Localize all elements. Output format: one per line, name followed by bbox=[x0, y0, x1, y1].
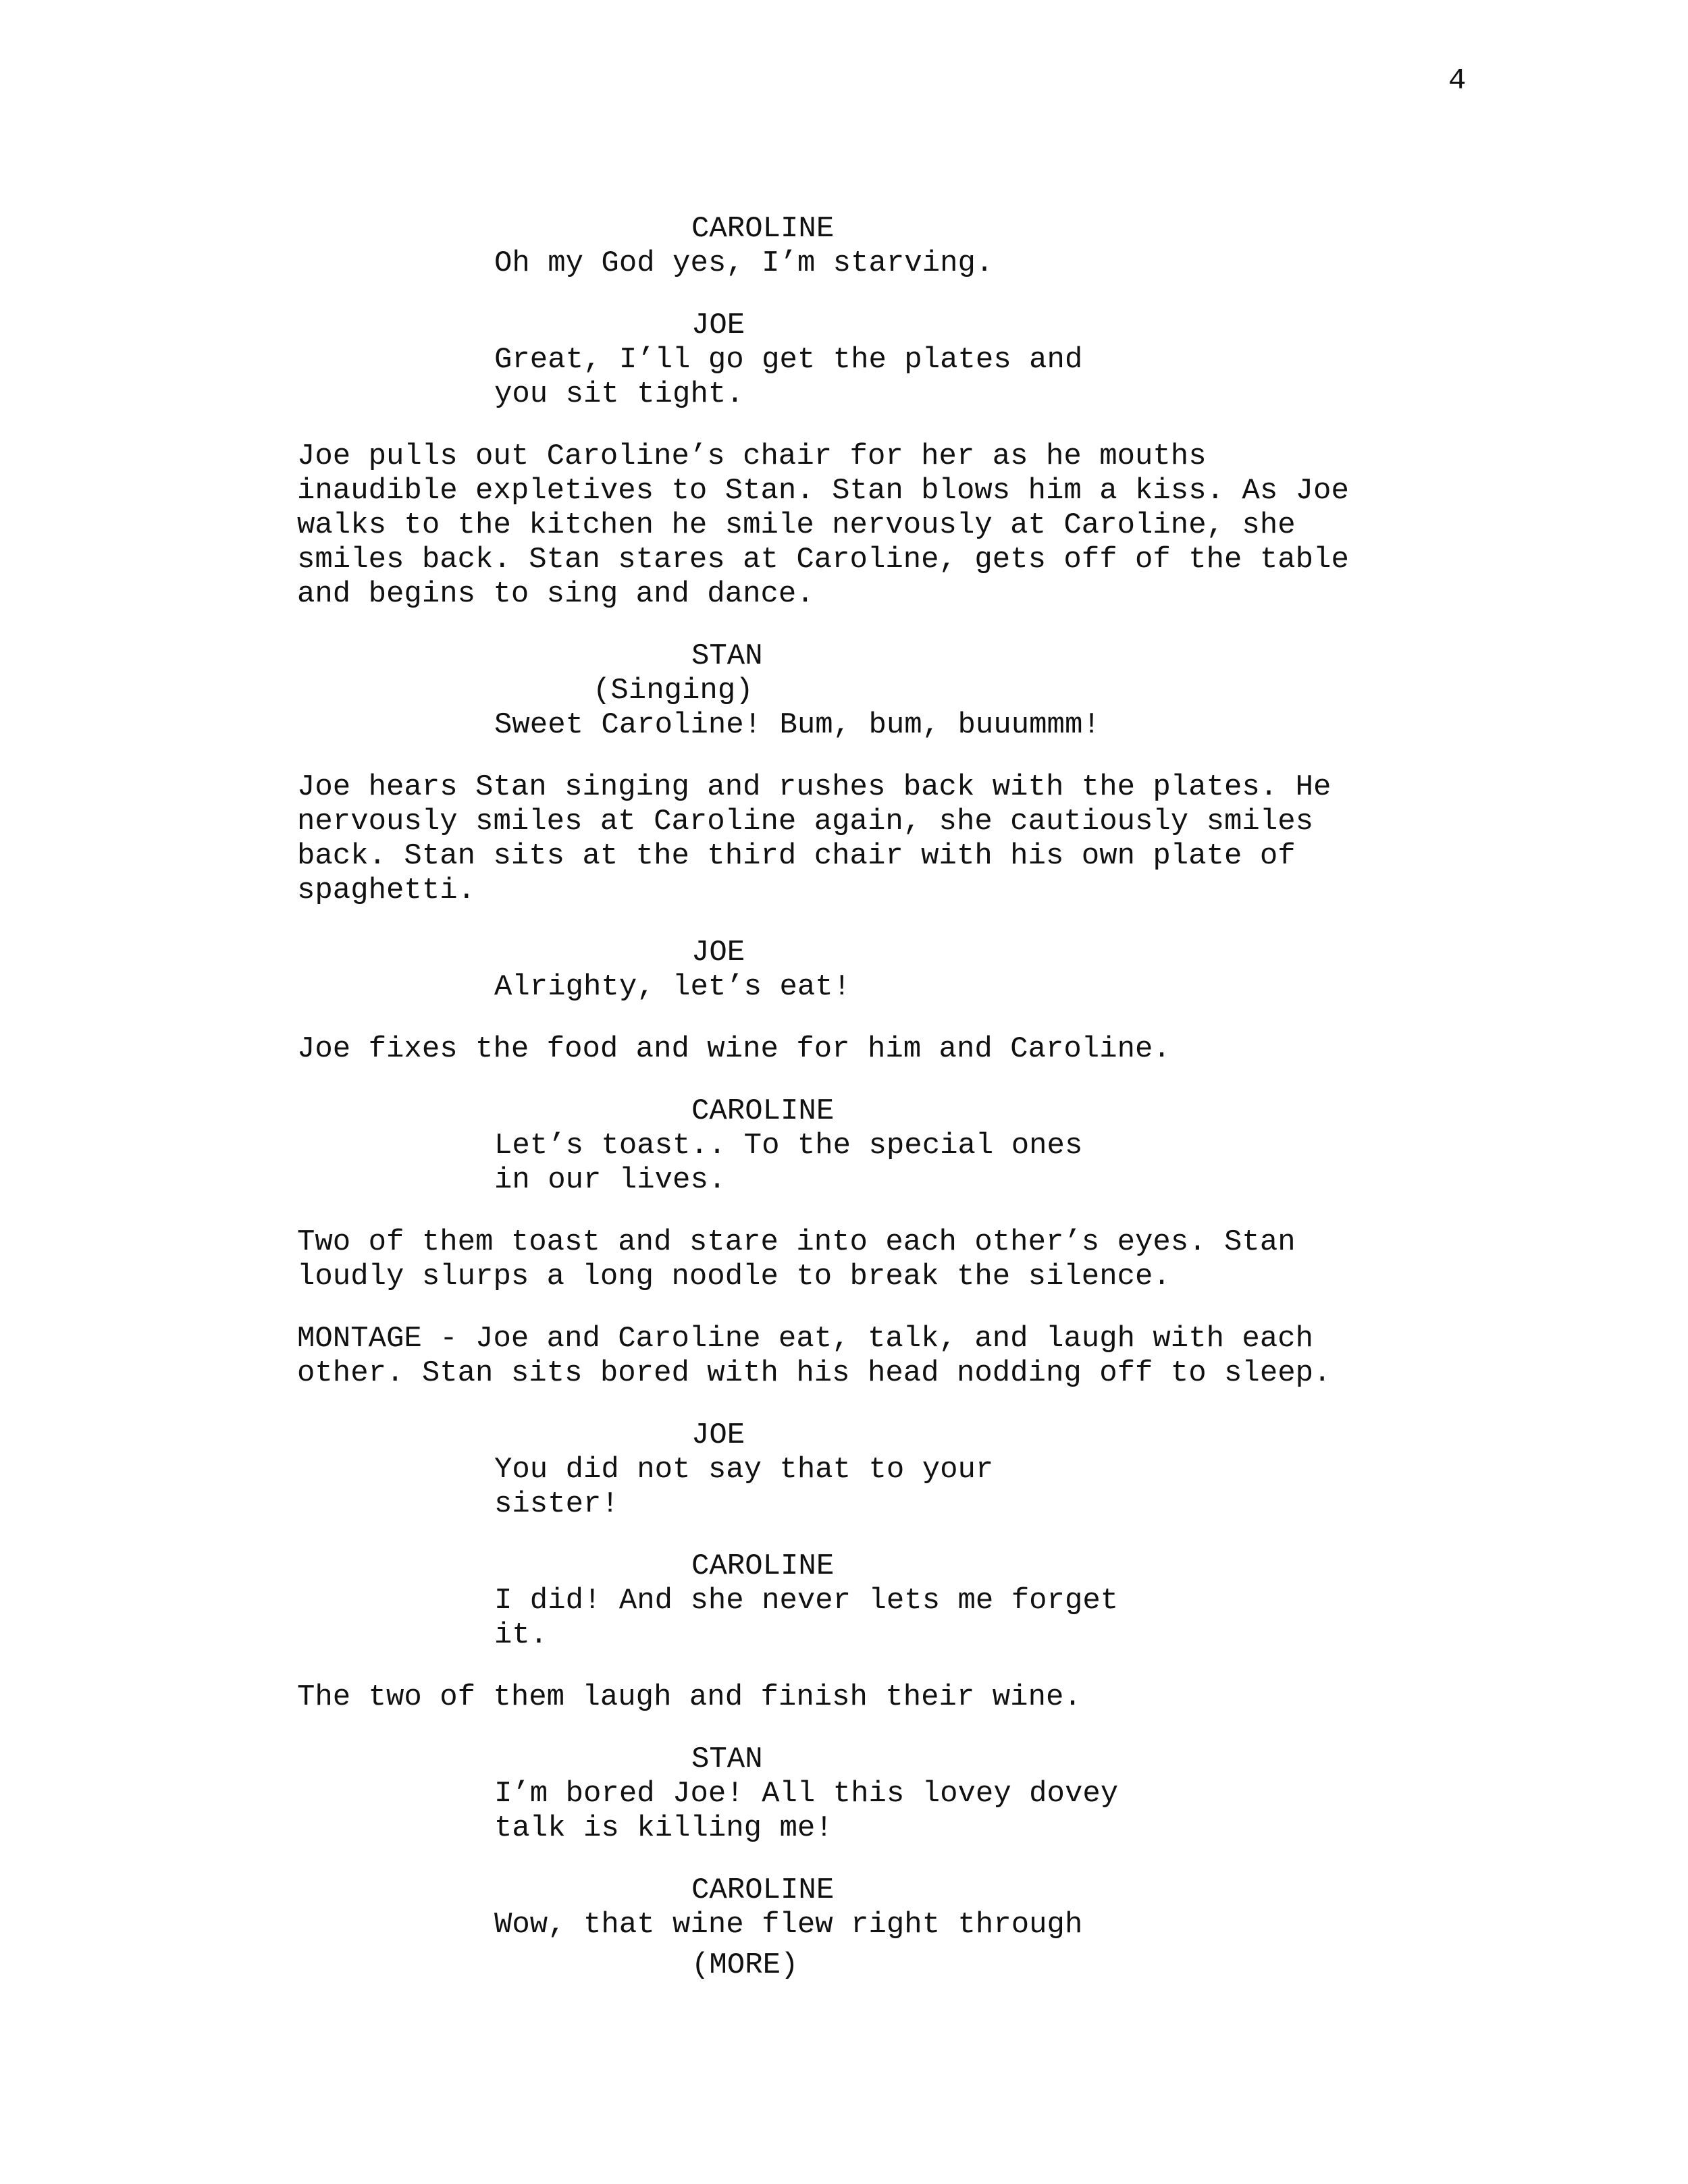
character-name: JOE bbox=[691, 309, 745, 342]
action-line: nervously smiles at Caroline again, she cautiously smiles bbox=[297, 805, 1314, 838]
dialogue-line: it. bbox=[494, 1618, 548, 1652]
character-name: STAN bbox=[691, 1742, 763, 1776]
dialogue-block bbox=[297, 212, 1634, 281]
dialogue-line: talk is killing me! bbox=[494, 1811, 833, 1845]
action-line: The two of them laugh and finish their wine. bbox=[297, 1680, 1082, 1714]
action-block bbox=[297, 1225, 1634, 1294]
action-line: smiles back. Stan stares at Caroline, gets off of the table bbox=[297, 543, 1349, 577]
parenthetical: (Singing) bbox=[593, 674, 754, 708]
action-line: Two of them toast and stare into each other’s eyes. Stan bbox=[297, 1225, 1296, 1259]
action-line: spaghetti. bbox=[297, 874, 476, 907]
action-block bbox=[297, 440, 1634, 612]
dialogue-line: Let’s toast.. To the special ones bbox=[494, 1129, 1083, 1163]
dialogue-line: in our lives. bbox=[494, 1163, 727, 1197]
dialogue-block bbox=[297, 1873, 1634, 1983]
dialogue-block bbox=[297, 639, 1634, 743]
action-block bbox=[297, 1032, 1634, 1067]
character-name: JOE bbox=[691, 1418, 745, 1452]
dialogue-line: Great, I’ll go get the plates and bbox=[494, 343, 1083, 377]
action-line: Joe fixes the food and wine for him and Caroline. bbox=[297, 1032, 1171, 1066]
dialogue-block bbox=[297, 1094, 1634, 1198]
character-name: CAROLINE bbox=[691, 1549, 835, 1583]
character-name: CAROLINE bbox=[691, 1873, 835, 1907]
screenplay-body bbox=[297, 212, 1634, 2010]
dialogue-line: you sit tight. bbox=[494, 377, 744, 411]
dialogue-block bbox=[297, 1549, 1634, 1653]
action-line: loudly slurps a long noodle to break the silence. bbox=[297, 1260, 1171, 1294]
more-continuation: (MORE) bbox=[691, 1948, 799, 1982]
dialogue-line: I’m bored Joe! All this lovey dovey bbox=[494, 1777, 1119, 1811]
dialogue-block bbox=[297, 1418, 1634, 1522]
action-block bbox=[297, 770, 1634, 908]
action-line: and begins to sing and dance. bbox=[297, 577, 814, 611]
action-line: Joe pulls out Caroline’s chair for her as he mouths bbox=[297, 440, 1207, 473]
action-line: MONTAGE - Joe and Caroline eat, talk, and laugh with each bbox=[297, 1322, 1314, 1356]
dialogue-line: Oh my God yes, I’m starving. bbox=[494, 246, 994, 280]
page-number: 4 bbox=[1448, 64, 1467, 98]
dialogue-block bbox=[297, 936, 1634, 1005]
action-line: inaudible expletives to Stan. Stan blows him a kiss. As Joe bbox=[297, 474, 1349, 508]
dialogue-line: Alrighty, let’s eat! bbox=[494, 970, 851, 1004]
dialogue-block bbox=[297, 1742, 1634, 1846]
dialogue-line: Wow, that wine flew right through bbox=[494, 1908, 1083, 1942]
character-name: STAN bbox=[691, 639, 763, 673]
action-block bbox=[297, 1680, 1634, 1715]
dialogue-line: sister! bbox=[494, 1487, 619, 1521]
dialogue-line: I did! And she never lets me forget bbox=[494, 1584, 1119, 1618]
dialogue-line: You did not say that to your bbox=[494, 1453, 994, 1487]
action-line: Joe hears Stan singing and rushes back with the plates. He bbox=[297, 770, 1331, 804]
dialogue-block bbox=[297, 309, 1634, 412]
action-line: other. Stan sits bored with his head nodding off to sleep. bbox=[297, 1356, 1331, 1390]
action-line: walks to the kitchen he smile nervously at Caroline, she bbox=[297, 508, 1296, 542]
action-line: back. Stan sits at the third chair with his own plate of bbox=[297, 839, 1296, 873]
action-block bbox=[297, 1322, 1634, 1391]
character-name: CAROLINE bbox=[691, 212, 835, 246]
dialogue-line: Sweet Caroline! Bum, bum, buuummm! bbox=[494, 708, 1101, 742]
character-name: JOE bbox=[691, 936, 745, 969]
character-name: CAROLINE bbox=[691, 1094, 835, 1128]
